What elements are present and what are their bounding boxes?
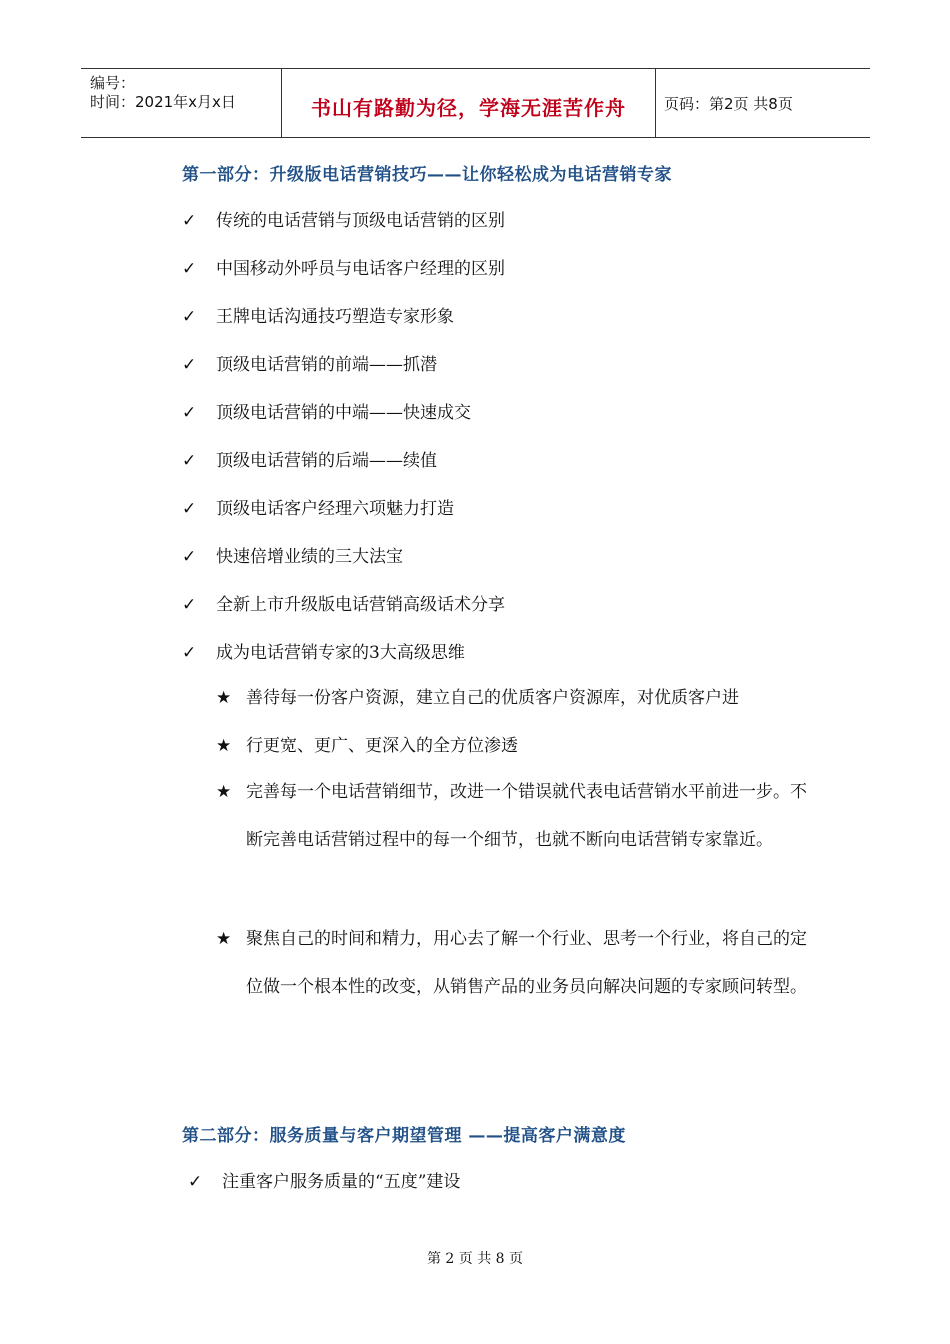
part1-item (182, 542, 403, 568)
part1-item-text: 全新上市升级版电话营销高级话术分享 (216, 595, 505, 615)
check-icon: ✓ (182, 355, 197, 375)
header-meta (81, 69, 281, 137)
check-icon: ✓ (182, 307, 197, 327)
part1-title: 第一部分：升级版电话营销技巧——让你轻松成为电话营销专家 (182, 165, 672, 185)
part1-item (182, 302, 454, 328)
sub-item-text: 行更宽、更广、更深入的全方位渗透 (246, 736, 518, 756)
part1-item-text: 快速倍增业绩的三大法宝 (216, 547, 403, 567)
part1-item-text: 中国移动外呼员与电话客户经理的区别 (216, 259, 505, 279)
part1-item (182, 254, 505, 280)
sub-item (216, 768, 816, 864)
page-info: 页码：第2页 共8页 (664, 95, 793, 113)
part1-item-text: 传统的电话营销与顶级电话营销的区别 (216, 211, 505, 231)
part2-item-text: 注重客户服务质量的“五度”建设 (222, 1172, 461, 1192)
part1-item (182, 494, 454, 520)
sub-item (216, 722, 816, 770)
part1-item (182, 446, 437, 472)
check-icon: ✓ (188, 1172, 203, 1192)
star-icon: ★ (216, 736, 232, 756)
star-icon: ★ (216, 929, 232, 949)
part1-item-text: 顶级电话营销的后端——续值 (216, 451, 437, 471)
part1-item (182, 590, 505, 616)
check-icon: ✓ (182, 595, 197, 615)
check-icon: ✓ (182, 643, 197, 663)
page-header (81, 68, 870, 138)
sub-item-text: 完善每一个电话营销细节，改进一个错误就代表电话营销水平前进一步。不断完善电话营销过程中的每一个细节，也就不断向电话营销专家靠近。 (246, 782, 807, 850)
header-motto-cell (281, 69, 656, 137)
check-icon: ✓ (182, 499, 197, 519)
check-icon: ✓ (182, 451, 197, 471)
time-label: 时间：2021年x月x日 (90, 93, 236, 111)
part1-item (182, 638, 465, 664)
part2-item (188, 1167, 460, 1193)
check-icon: ✓ (182, 259, 197, 279)
number-label: 编号： (90, 74, 136, 92)
part1-item-text: 顶级电话客户经理六项魅力打造 (216, 499, 454, 519)
part1-item-text: 顶级电话营销的中端——快速成交 (216, 403, 471, 423)
motto: 书山有路勤为径，学海无涯苦作舟 (311, 96, 626, 120)
part1-item (182, 350, 437, 376)
check-icon: ✓ (182, 547, 197, 567)
part1-item (182, 398, 471, 424)
page-footer: 第 2 页 共 8 页 (426, 1251, 524, 1267)
part1-item-text: 顶级电话营销的前端——抓潜 (216, 355, 437, 375)
sub-item (216, 915, 816, 1011)
sub-item-text: 聚焦自己的时间和精力，用心去了解一个行业、思考一个行业，将自己的定位做一个根本性的改变，从销售产品的业务员向解决问题的专家顾问转型。 (246, 929, 807, 997)
star-icon: ★ (216, 782, 232, 802)
check-icon: ✓ (182, 211, 197, 231)
part1-item-text: 成为电话营销专家的3大高级思维 (216, 643, 465, 663)
star-icon: ★ (216, 688, 232, 708)
check-icon: ✓ (182, 403, 197, 423)
sub-item-text: 善待每一份客户资源，建立自己的优质客户资源库，对优质客户进 (246, 688, 739, 708)
part1-item (182, 206, 505, 232)
sub-item (216, 674, 816, 722)
header-page-cell (655, 69, 870, 137)
part2-title: 第二部分：服务质量与客户期望管理 ——提高客户满意度 (182, 1126, 626, 1146)
part1-item-text: 王牌电话沟通技巧塑造专家形象 (216, 307, 454, 327)
